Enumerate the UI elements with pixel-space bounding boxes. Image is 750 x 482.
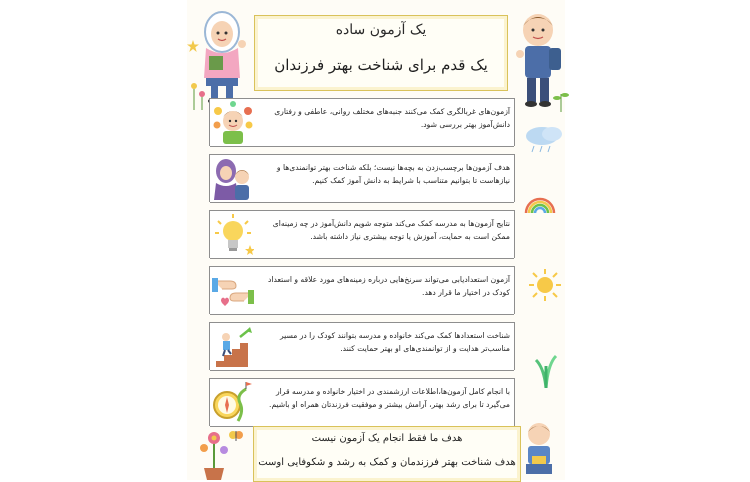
footer-line-2: هدف شناخت بهتر فرزندمان و کمک به رشد و شکوفایی اوست	[258, 457, 516, 468]
info-list	[209, 98, 515, 434]
item-text: با انجام کامل آزمون‌ها،اطلاعات ارزشمندی در اختیار خانواده و مدرسه قرار می‌گیرد تا برای رشد بهتر، آرامش بیشتر و موفقیت فرزندتان همراه او باشیم.	[269, 387, 510, 409]
small-plants-right	[552, 86, 570, 112]
small-flowers-left	[188, 76, 208, 110]
item-text: شناخت استعدادها کمک می‌کند خانواده و مدرسه بتوانند کودک را در مسیر مناسب‌تر هدایت و از توانمندی‌های او بهتر حمایت کنند.	[279, 331, 510, 353]
page-subtitle: یک قدم برای شناخت بهتر فرزندان	[274, 56, 488, 74]
item-text: نتایج آزمون‌ها به مدرسه کمک می‌کند متوجه شویم دانش‌آموز در چه زمینه‌ای ممکن است به حمایت، آموزش یا توجه بیشتری نیاز داشته باشد.	[272, 219, 510, 241]
rainbow-icon	[524, 195, 556, 213]
mother-and-child-icon	[212, 157, 254, 200]
item-text: آزمون‌های غربالگری کمک می‌کنند جنبه‌های مختلف روانی، عاطفی و رفتاری دانش‌آموز بهتر بررسی شود.	[274, 107, 510, 129]
sun-icon	[528, 268, 562, 302]
item-text: هدف آزمون‌ها برچسب‌زدن به بچه‌ها نیست؛ بلکه شناخت بهتر توانمندی‌ها و نیازهاست تا بتوانیم متناسب با شرایط به دانش آموز کمک کنیم.	[276, 163, 510, 185]
flower-pot-illustration	[196, 428, 232, 480]
title-frame	[254, 15, 508, 91]
footer-frame	[253, 426, 521, 482]
compass-path-icon	[212, 381, 254, 424]
star-icon	[187, 40, 199, 52]
list-item	[209, 154, 515, 202]
footer-line-1: هدف ما فقط انجام یک آزمون نیست	[311, 433, 463, 444]
smiling-boy-emotions-icon	[212, 101, 254, 144]
list-item	[209, 210, 515, 258]
list-item	[209, 322, 515, 370]
grass-sprout-icon	[530, 354, 562, 388]
list-item	[209, 378, 515, 426]
page-title: یک آزمون ساده	[335, 22, 427, 38]
helping-hands-icon	[212, 269, 254, 312]
list-item	[209, 98, 515, 146]
list-item	[209, 266, 515, 314]
boy-reading-illustration	[518, 420, 560, 480]
cloud-rain-icon	[522, 124, 564, 154]
item-text: آزمون استعدادیابی می‌تواند سرنخ‌هایی درباره زمینه‌های مورد علاقه و استعداد کودک در اختیار ما قرار دهد.	[268, 275, 510, 297]
child-climbing-stairs-icon	[212, 325, 254, 368]
light-bulb-icon	[212, 213, 254, 256]
